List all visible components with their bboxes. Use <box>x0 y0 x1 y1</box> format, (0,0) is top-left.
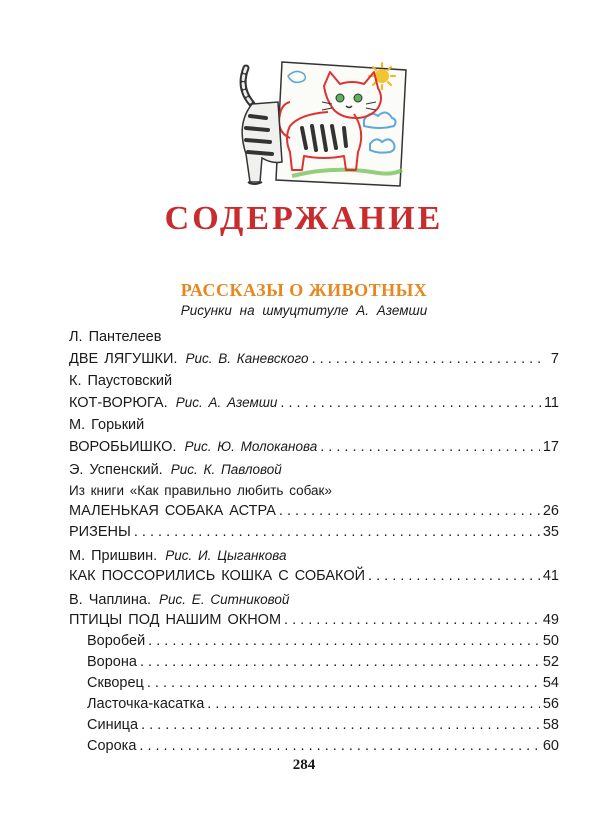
page-number: 284 <box>292 757 316 773</box>
toc-entry-title: ВОРОБЬИШКО. <box>69 439 177 455</box>
toc-author-line <box>69 327 559 348</box>
toc-subentry-title: Ласточка-касатка <box>87 696 205 712</box>
toc-author: Э. Успенский. <box>69 462 163 478</box>
leader-dots <box>368 566 540 587</box>
toc-entry <box>69 522 559 543</box>
cat-drawing-icon <box>232 58 408 192</box>
toc-page-number: 7 <box>550 351 559 367</box>
leader-dots <box>141 715 540 736</box>
toc-subentry-title: Синица <box>87 717 139 733</box>
toc-author-line <box>69 545 559 566</box>
toc-author-line <box>69 371 559 392</box>
toc-author: Л. Пантелеев <box>69 329 162 345</box>
toc-entry <box>69 348 559 369</box>
leader-dots <box>140 652 540 673</box>
toc-page-number: 50 <box>542 633 559 649</box>
toc-entry-title: ПТИЦЫ ПОД НАШИМ ОКНОМ <box>69 612 282 628</box>
toc-page-number: 58 <box>542 717 559 733</box>
toc-entry-title: КОТ-ВОРЮГА. <box>69 395 168 411</box>
toc-author-line <box>69 589 559 610</box>
toc-entry <box>69 501 559 522</box>
toc-page-number: 54 <box>542 675 559 691</box>
leader-dots <box>134 522 540 543</box>
toc-page-number: 56 <box>542 696 559 712</box>
toc-illustrator: Рис. А. Аземши <box>175 395 278 410</box>
table-of-contents <box>69 327 559 757</box>
toc-author-line <box>69 459 559 480</box>
toc-entry-title: МАЛЕНЬКАЯ СОБАКА АСТРА <box>69 503 276 519</box>
toc-illustrator: Рис. Ю. Молоканова <box>184 439 318 454</box>
toc-author: М. Пришвин. <box>69 548 158 564</box>
toc-subentry <box>69 715 559 736</box>
toc-note-text: Из книги «Как правильно любить собак» <box>69 483 332 498</box>
page-title: СОДЕРЖАНИЕ <box>164 200 444 237</box>
leader-dots <box>280 393 541 414</box>
leader-dots <box>148 631 540 652</box>
toc-page-number: 11 <box>543 395 559 411</box>
section-subtitle: Рисунки на шмуцтитуле А. Аземши <box>180 303 428 318</box>
leader-dots <box>284 610 540 631</box>
toc-subentry-title: Ворона <box>87 654 137 670</box>
leader-dots <box>147 673 540 694</box>
leader-dots <box>320 437 540 458</box>
toc-entry <box>69 436 559 457</box>
toc-subentry <box>69 631 559 652</box>
leader-dots <box>312 349 542 370</box>
toc-subentry-title: Сорока <box>87 738 137 754</box>
toc-author-line <box>69 415 559 436</box>
toc-page-number: 17 <box>542 439 559 455</box>
toc-subentry <box>69 694 559 715</box>
leader-dots <box>207 694 540 715</box>
leader-dots <box>139 736 539 757</box>
toc-illustrator: Рис. Е. Ситниковой <box>159 592 290 607</box>
toc-subentry-title: Скворец <box>87 675 144 691</box>
toc-author: М. Горький <box>69 417 145 433</box>
toc-entry-title: КАК ПОССОРИЛИСЬ КОШКА С СОБАКОЙ <box>69 568 366 584</box>
toc-page-number: 41 <box>542 568 559 584</box>
toc-illustrator: Рис. К. Павловой <box>170 462 282 477</box>
toc-author: К. Паустовский <box>69 373 173 389</box>
toc-subentry <box>69 652 559 673</box>
toc-entry-title: РИЗЕНЫ <box>69 524 131 540</box>
toc-subentry-title: Воробей <box>87 633 146 649</box>
toc-entry-title: ДВЕ ЛЯГУШКИ. <box>69 351 178 367</box>
toc-entry <box>69 566 559 587</box>
toc-page-number: 26 <box>542 503 559 519</box>
toc-page-number: 49 <box>542 612 559 628</box>
toc-entry <box>69 392 559 413</box>
section-title: РАССКАЗЫ О ЖИВОТНЫХ <box>180 280 428 300</box>
toc-entry <box>69 610 559 631</box>
leader-dots <box>279 501 540 522</box>
toc-page-number: 52 <box>542 654 559 670</box>
toc-page-number: 60 <box>542 738 559 754</box>
toc-subentry <box>69 736 559 757</box>
toc-note <box>69 480 559 501</box>
toc-page-number: 35 <box>542 524 559 540</box>
toc-illustrator: Рис. И. Цыганкова <box>165 548 287 563</box>
toc-author: В. Чаплина. <box>69 592 151 608</box>
toc-illustrator: Рис. В. Каневского <box>185 351 309 366</box>
toc-subentry <box>69 673 559 694</box>
